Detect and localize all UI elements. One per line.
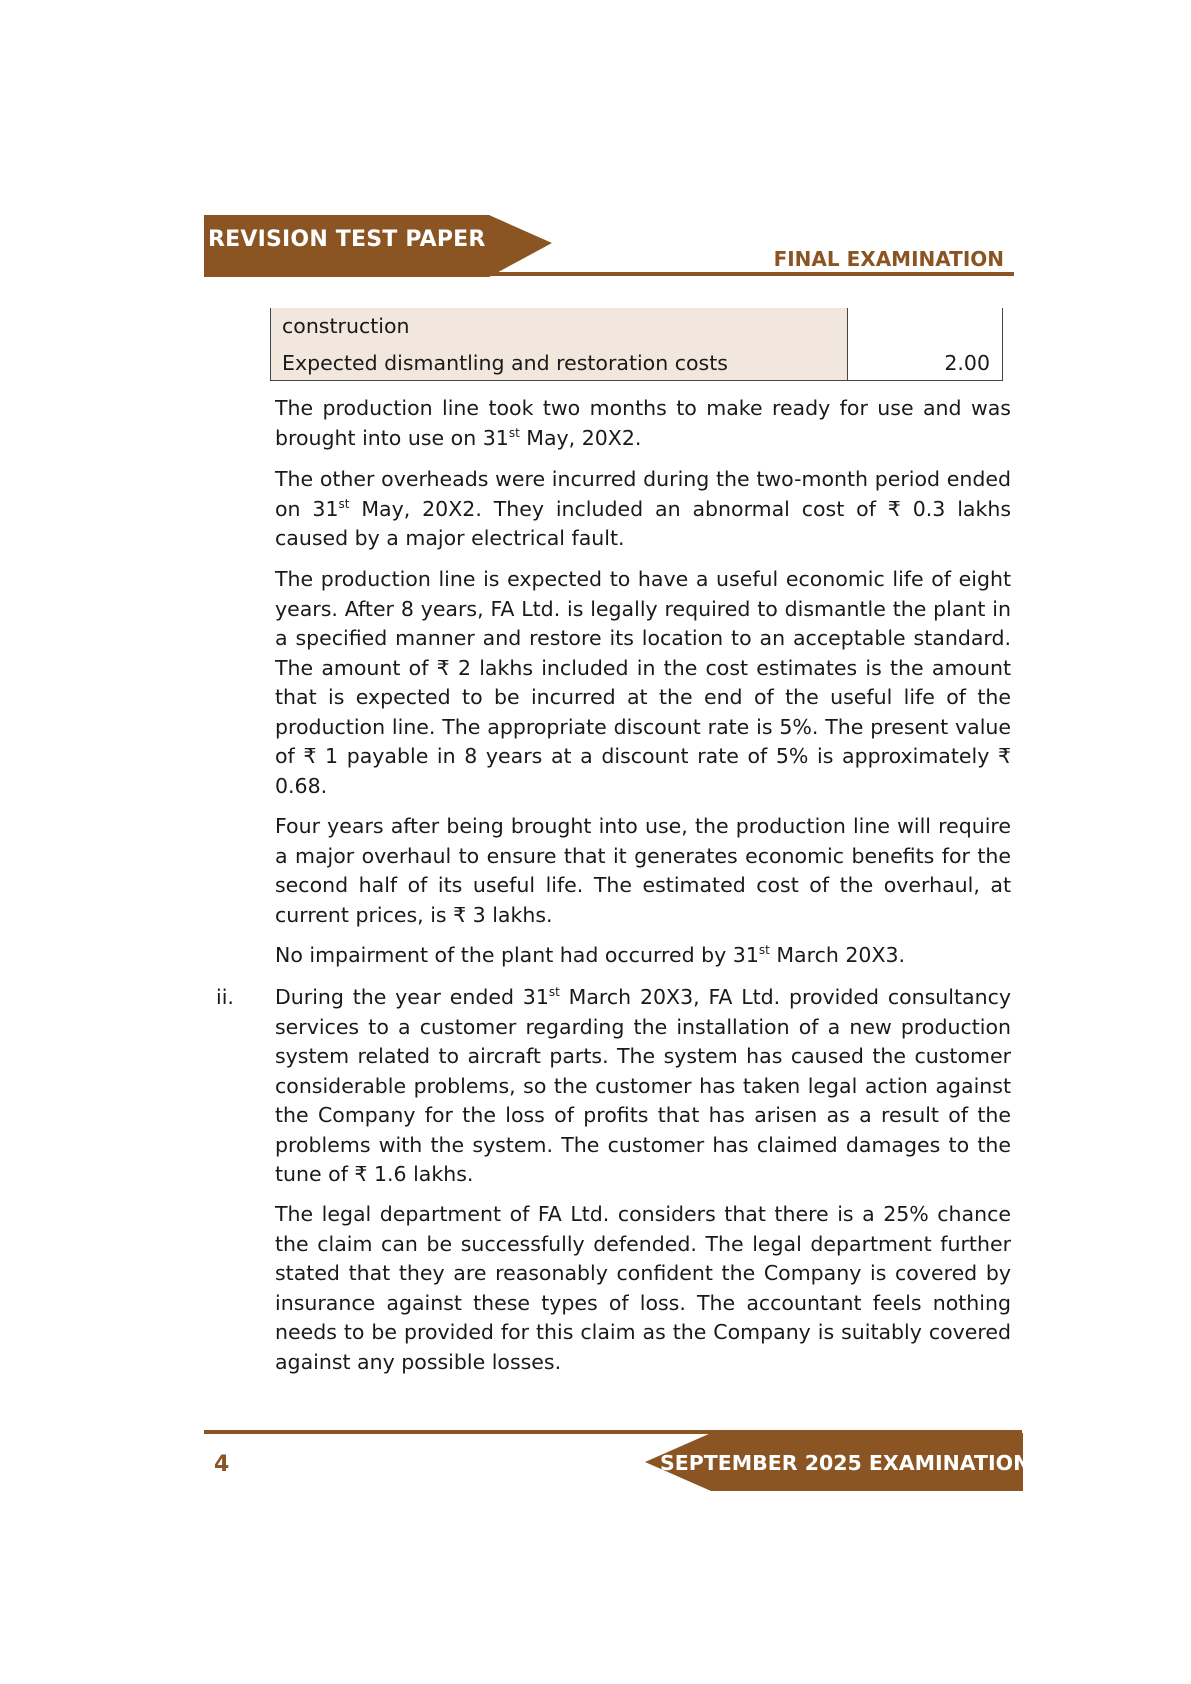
header-rule: [204, 272, 1014, 276]
footer-exam-label: SEPTEMBER 2025 EXAMINATION: [660, 1451, 1031, 1475]
list-item: During the year ended 31st March 20X3, FA Ltd. provided consultancy services to a customer regarding the installation of a new production system related to aircraft parts. The system has caused the customer considerable problems, so the customer has taken legal action against the Company for the loss of profits that has arisen as a result of the problems with the system. The customer has claimed damages to the tune of ₹ 1.6 lakhs.: [275, 985, 1011, 1186]
paragraph: The production line is expected to have a useful economic life of eight years. After 8 years, FA Ltd. is legally required to dismantle the plant in a specified manner and restore its location to an acceptable standard. The amount of ₹ 2 lakhs included in the cost estimates is the amount that is expected to be incurred at the end of the useful life of the production line. The appropriate discount rate is 5%. The present value of ₹ 1 payable in 8 years at a discount rate of 5% is approximately ₹ 0.68.: [275, 567, 1011, 798]
table-row-label: construction: [282, 314, 410, 338]
table-row-value: 2.00: [944, 351, 990, 375]
cost-table: [270, 308, 1003, 381]
page-number: 4: [214, 1452, 230, 1477]
list-marker: ii.: [216, 985, 234, 1009]
paragraph: No impairment of the plant had occurred by 31st March 20X3.: [275, 943, 906, 967]
paragraph: Four years after being brought into use, the production line will require a major overhaul to ensure that it generates economic benefits for the second half of its useful life. The estimated cost of the overhaul, at current prices, is ₹ 3 lakhs.: [275, 814, 1011, 927]
paragraph: The legal department of FA Ltd. considers that there is a 25% chance the claim can be successfully defended. The legal department further stated that they are reasonably confident the Company is covered by insurance against these types of loss. The accountant feels nothing needs to be provided for this claim as the Company is suitably covered against any possible losses.: [275, 1202, 1011, 1374]
column-divider: [847, 308, 848, 380]
table-row-label: Expected dismantling and restoration costs: [282, 351, 728, 375]
paragraph: The other overheads were incurred during the two-month period ended on 31st May, 20X2. They included an abnormal cost of ₹ 0.3 lakhs caused by a major electrical fault.: [275, 467, 1012, 550]
paragraph: The production line took two months to make ready for use and was brought into use on 31st May, 20X2.: [275, 396, 1011, 450]
header-exam-title: FINAL EXAMINATION: [773, 247, 1004, 271]
header-title: REVISION TEST PAPER: [208, 227, 486, 252]
